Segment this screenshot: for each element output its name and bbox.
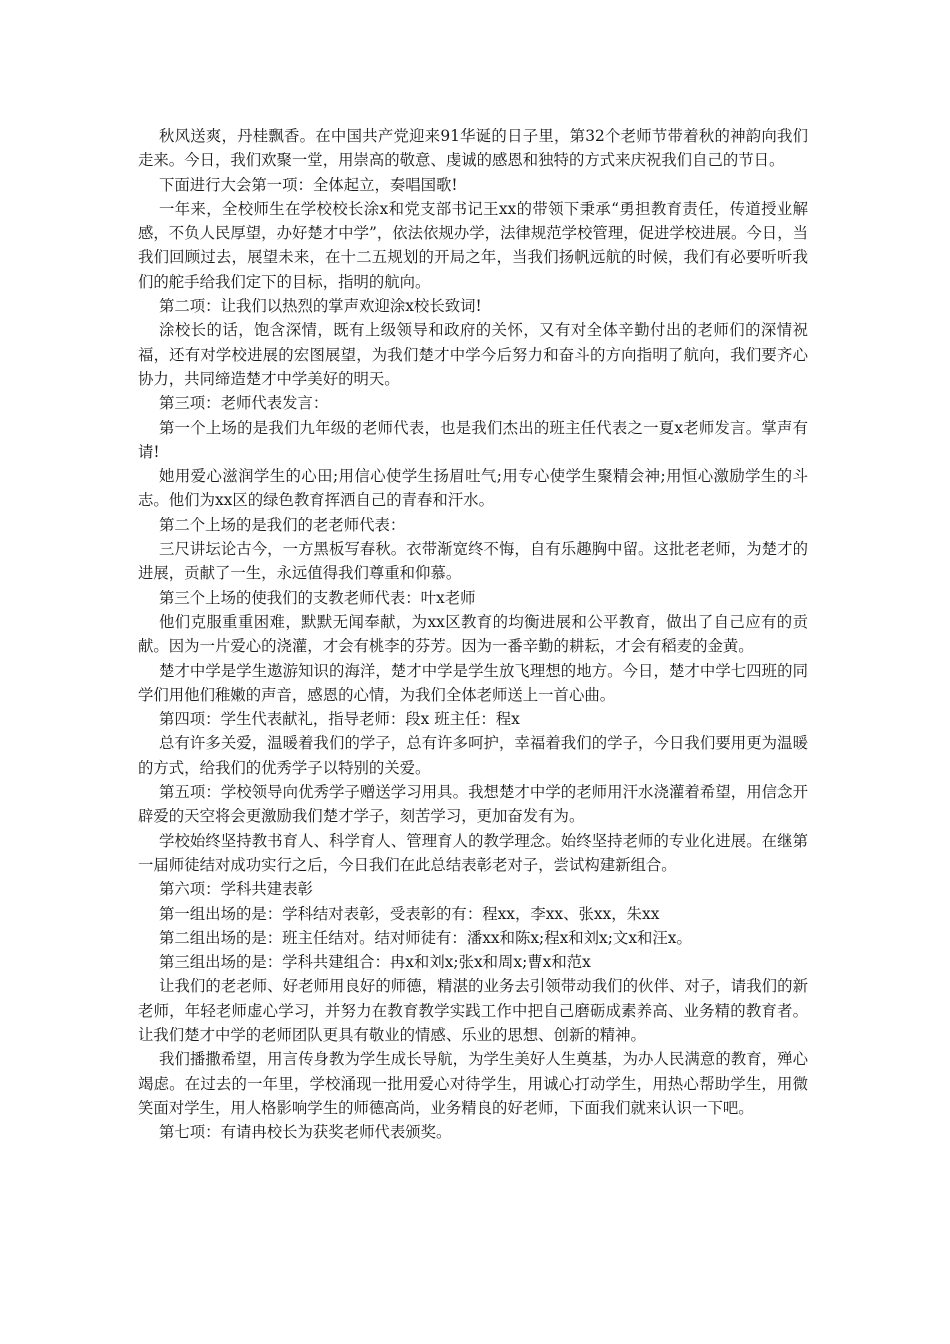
paragraph: 让我们的老老师、好老师用良好的师德，精湛的业务去引领带动我们的伙伴、对子，请我们的新老师，年轻老师虚心学习，并努力在教育教学实践工作中把自己磨砺成素养高、业务精的教育者。让我们楚才中学的老师团队更具有敬业的情感、乐业的思想、创新的精神。 [138,977,808,1044]
paragraph: 第三项：老师代表发言： [159,394,329,413]
paragraph: 涂校长的话，饱含深情，既有上级领导和政府的关怀，又有对全体辛勤付出的老师们的深情祝福，还有对学校进展的宏图展望，为我们楚才中学今后努力和奋斗的方向指明了航向，我们要齐心协力，共同缔造楚才中学美好的明天。 [138,321,808,388]
paragraph: 第三个上场的使我们的支教老师代表：叶x老师 [159,588,476,607]
paragraph: 第四项：学生代表献礼，指导老师：段x 班主任：程x [159,710,520,729]
paragraph: 总有许多关爱，温暖着我们的学子，总有许多呵护，幸福着我们的学子，今日我们要用更为温暖的方式，给我们的优秀学子以特别的关爱。 [138,734,808,777]
paragraph: 她用爱心滋润学生的心田;用信心使学生扬眉吐气;用专心使学生聚精会神;用恒心激励学生的斗志。他们为xx区的绿色教育挥洒自己的青春和汗水。 [138,467,808,510]
paragraph: 我们播撒希望，用言传身教为学生成长导航，为学生美好人生奠基，为办人民满意的教育，殚心竭虑。在过去的一年里，学校涌现一批用爱心对待学生，用诚心打动学生，用热心帮助学生，用微笑面对学生，用人格影响学生的师德高尚，业务精良的好老师，下面我们就来认识一下吧。 [138,1050,808,1117]
paragraph: 第三组出场的是：学科共建组合：冉x和刘x;张x和周x;曹x和范x [159,953,591,972]
paragraph: 第五项：学校领导向优秀学子赠送学习用具。我想楚才中学的老师用汗水浇灌着希望，用信念开辟爱的天空将会更激励我们楚才学子，刻苦学习，更加奋发有为。 [138,783,808,826]
paragraph: 下面进行大会第一项：全体起立，奏唱国歌! [159,175,458,194]
document-body [138,124,808,1144]
paragraph: 第七项：有请冉校长为获奖老师代表颁奖。 [159,1123,452,1142]
paragraph: 第二组出场的是：班主任结对。结对师徒有：潘xx和陈x;程x和刘x;文x和汪x。 [159,928,692,947]
paragraph: 秋风送爽，丹桂飘香。在中国共产党迎来91华诞的日子里，第32个老师节带着秋的神韵向我们走来。今日，我们欢聚一堂，用崇高的敬意、虔诚的感恩和独特的方式来庆祝我们自己的节日。 [138,127,808,170]
paragraph: 他们克服重重困难，默默无闻奉献，为xx区教育的均衡进展和公平教育，做出了自己应有的贡献。因为一片爱心的浇灌，才会有桃李的芬芳。因为一番辛勤的耕耘，才会有稻麦的金黄。 [138,612,808,656]
paragraph: 三尺讲坛论古今，一方黑板写春秋。衣带渐宽终不悔，自有乐趣胸中留。这批老老师，为楚才的进展，贡献了一生，永远值得我们尊重和仰慕。 [138,540,808,583]
paragraph: 第二个上场的是我们的老老师代表： [159,515,406,534]
paragraph: 第六项：学科共建表彰 [159,880,313,899]
paragraph: 楚才中学是学生遨游知识的海洋，楚才中学是学生放飞理想的地方。今日，楚才中学七四班的同学们用他们稚嫩的声音，感恩的心情，为我们全体老师送上一首心曲。 [138,661,808,704]
paragraph: 第二项：让我们以热烈的掌声欢迎涂x校长致词! [159,297,482,316]
paragraph: 一年来，全校师生在学校校长涂x和党支部书记王xx的带领下秉承“勇担教育责任，传道授业解感，不负人民厚望，办好楚才中学”，依法依规办学，法律规范学校管理，促进学校进展。今日，当我们回顾过去，展望未来，在十二五规划的开局之年，当我们扬帆远航的时候，我们有必要听听我们的舵手给我们定下的目标，指明的航向。 [138,199,808,291]
paragraph: 第一组出场的是：学科结对表彰，受表彰的有：程xx，李xx、张xx，朱xx [159,904,660,923]
paragraph: 学校始终坚持教书育人、科学育人、管理育人的教学理念。始终坚持老师的专业化进展。在继第一届师徒结对成功实行之后，今日我们在此总结表彰老对子，尝试构建新组合。 [138,831,808,874]
paragraph: 第一个上场的是我们九年级的老师代表，也是我们杰出的班主任代表之一夏x老师发言。掌声有请! [138,418,808,461]
